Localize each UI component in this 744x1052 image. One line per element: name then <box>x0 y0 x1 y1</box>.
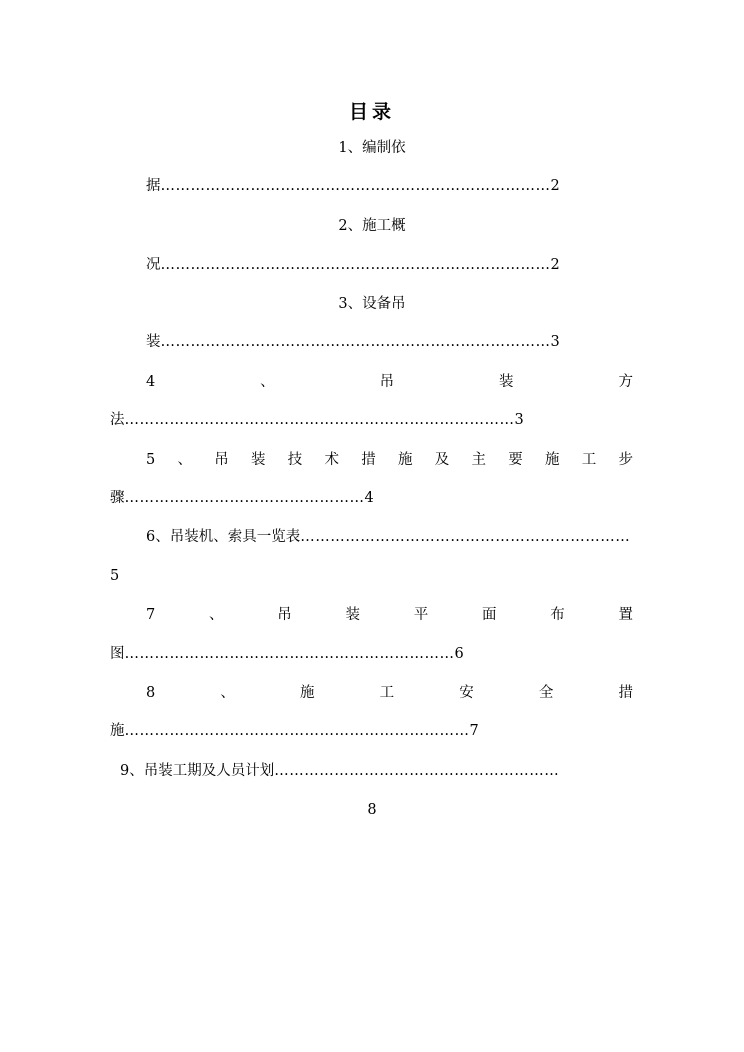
toc-entry-7-char: 面 <box>481 607 497 623</box>
toc-entry-6-leader: ………………………………………………………… <box>300 529 631 545</box>
toc-entry-7-char: 布 <box>550 607 565 623</box>
toc-entry-5-char: 及 <box>434 452 450 468</box>
toc-entry-3-tail: 装 <box>146 334 161 350</box>
toc-entry-8-page: 7 <box>469 723 479 739</box>
toc-entry-4-page: 3 <box>514 412 524 428</box>
toc-entry-5-char: 、 <box>177 452 192 468</box>
toc-entry-4-char: 装 <box>499 374 514 390</box>
toc-entry-5-char: 术 <box>324 452 339 468</box>
toc-entry-5-char: 步 <box>618 452 633 468</box>
toc-entry-5-char: 装 <box>250 452 266 468</box>
toc-entry-8-head[interactable] <box>146 683 633 703</box>
toc-entry-4-head[interactable] <box>146 372 633 392</box>
toc-entry-2-page: 2 <box>550 257 560 273</box>
toc-entry-2-line[interactable] <box>146 255 560 275</box>
toc-entry-3-leader: …………………………………………………………………… <box>160 334 551 350</box>
toc-entry-6-head: 6、吊装机、索具一览表 <box>146 529 301 545</box>
toc-entry-8-char: 8 <box>146 685 156 701</box>
toc-entry-8-char: 措 <box>618 685 633 701</box>
toc-entry-5-char: 工 <box>581 452 597 468</box>
toc-entry-4-line[interactable] <box>110 410 524 430</box>
toc-entry-5-char: 吊 <box>214 452 229 468</box>
toc-entry-2-leader: …………………………………………………………………… <box>160 257 551 273</box>
toc-entry-8-leader: …………………………………………………………… <box>124 723 470 739</box>
toc-entry-7-tail: 图 <box>110 646 125 662</box>
toc-entry-8-line[interactable] <box>110 721 479 741</box>
toc-entry-7-char: 平 <box>413 607 429 623</box>
toc-entry-7-line[interactable] <box>110 644 464 664</box>
toc-entry-4-char: 吊 <box>379 374 395 390</box>
toc-entry-4-tail: 法 <box>110 412 125 428</box>
toc-entry-4-char: 方 <box>618 374 633 390</box>
toc-entry-5-tail: 骤 <box>110 490 125 506</box>
toc-entry-7-char: 、 <box>208 607 224 623</box>
toc-entry-5-line[interactable] <box>110 488 374 508</box>
toc-entry-9-head: 9、吊装工期及人员计划 <box>120 763 275 779</box>
toc-entry-5-head[interactable] <box>146 450 633 470</box>
toc-entry-8-char: 全 <box>538 685 554 701</box>
toc-entry-8-char: 、 <box>220 685 235 701</box>
toc-entry-4-char: 、 <box>260 374 275 390</box>
toc-entry-5-char: 要 <box>508 452 523 468</box>
toc-entry-5-page: 4 <box>364 490 374 506</box>
toc-entry-1-page: 2 <box>550 178 560 194</box>
toc-entry-3-page: 3 <box>550 334 560 350</box>
toc-entry-1-head[interactable]: 1、编制依 <box>338 140 406 156</box>
toc-entry-3-head[interactable]: 3、设备吊 <box>338 296 406 312</box>
toc-entry-7-leader: ………………………………………………………… <box>124 646 455 662</box>
toc-entry-1-leader: …………………………………………………………………… <box>160 178 551 194</box>
toc-entry-5-char: 施 <box>397 452 413 468</box>
toc-entry-5-leader: ………………………………………… <box>124 490 365 506</box>
toc-entry-2-head[interactable]: 2、施工概 <box>338 218 406 234</box>
toc-entry-3-line[interactable] <box>146 332 560 352</box>
toc-entry-9-leader: ………………………………………………… <box>274 763 560 779</box>
toc-entry-4-char: 4 <box>146 374 156 390</box>
toc-entry-9-line[interactable] <box>120 761 559 781</box>
toc-entry-9-page: 8 <box>367 802 377 818</box>
toc-entry-8-char: 工 <box>379 685 395 701</box>
toc-entry-4-leader: …………………………………………………………………… <box>124 412 515 428</box>
toc-entry-1-tail: 据 <box>146 178 161 194</box>
toc-entry-5-char: 技 <box>287 452 303 468</box>
toc-entry-5-char: 措 <box>361 452 376 468</box>
toc-entry-8-tail: 施 <box>110 723 125 739</box>
toc-entry-2-tail: 况 <box>146 257 161 273</box>
toc-entry-7-char: 吊 <box>277 607 292 623</box>
toc-entry-6-page: 5 <box>110 568 120 584</box>
toc-entry-7-page: 6 <box>454 646 464 662</box>
toc-entry-5-char: 主 <box>471 452 486 468</box>
toc-entry-8-char: 施 <box>299 685 315 701</box>
toc-entry-7-head[interactable] <box>146 605 633 625</box>
toc-entry-7-char: 7 <box>146 607 156 623</box>
toc-entry-7-char: 置 <box>618 607 633 623</box>
toc-entry-6-line[interactable] <box>146 527 644 547</box>
toc-entry-1-line[interactable] <box>146 176 560 196</box>
toc-entry-8-char: 安 <box>459 685 474 701</box>
toc-title: 目录 <box>348 101 395 123</box>
toc-entry-5-char: 施 <box>544 452 560 468</box>
toc-entry-7-char: 装 <box>345 607 360 623</box>
toc-entry-5-char: 5 <box>146 452 156 468</box>
